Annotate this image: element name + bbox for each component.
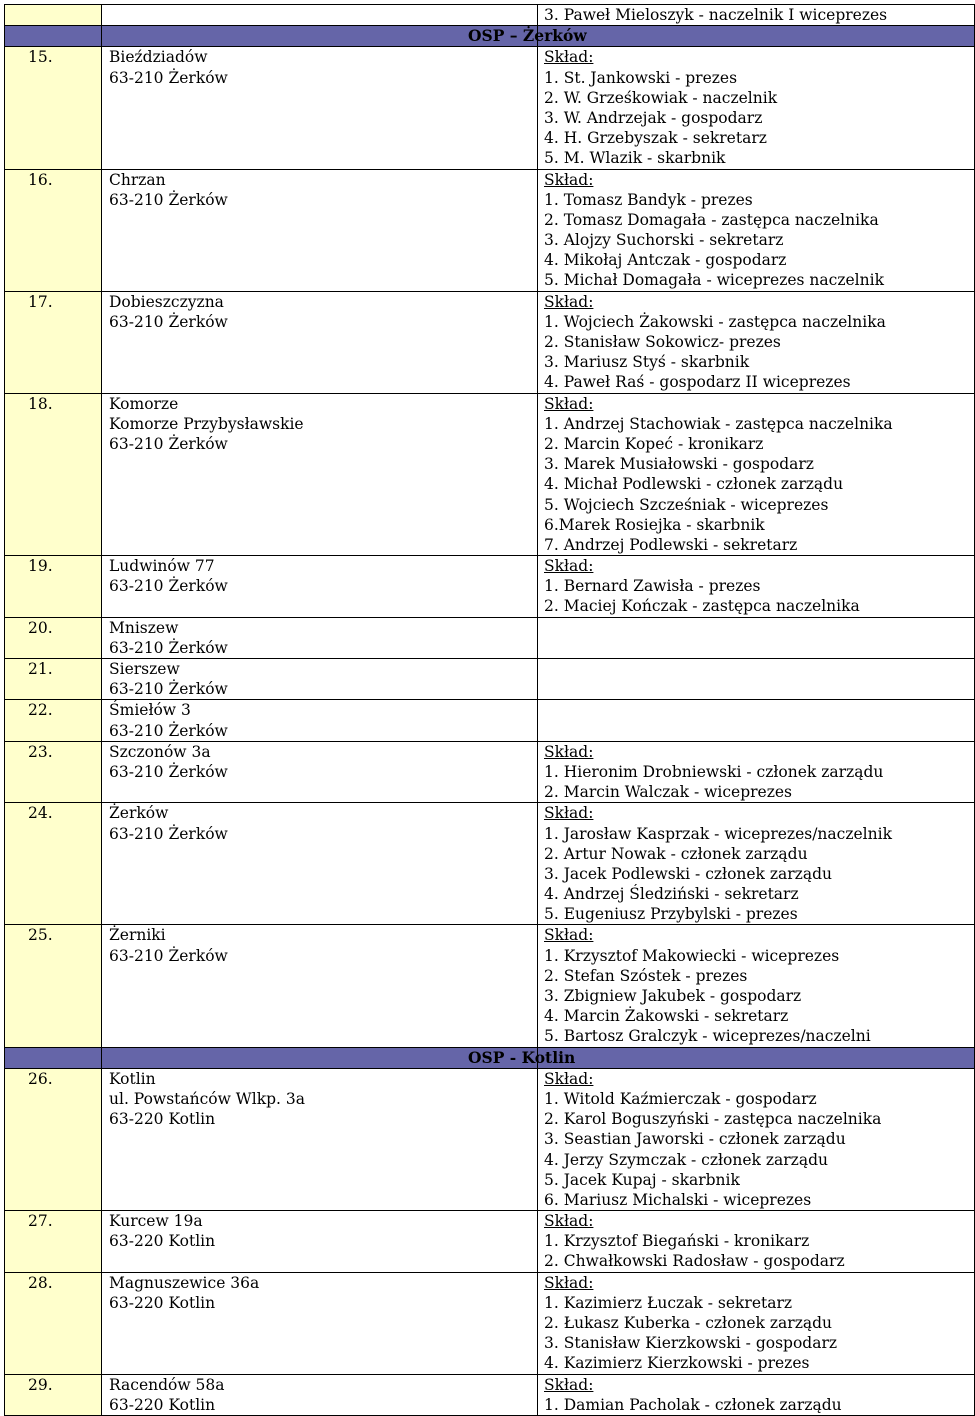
member-line: 3. Zbigniew Jakubek - gospodarz xyxy=(544,987,802,1006)
address-line: 63-210 Żerków xyxy=(109,312,228,331)
place-address xyxy=(102,700,538,741)
address-line: 63-210 Żerków xyxy=(109,824,228,843)
members-cell xyxy=(538,5,975,26)
member-line: 1. Kazimierz Łuczak - sekretarz xyxy=(544,1293,793,1312)
section-header xyxy=(468,1047,975,1068)
sklad-label xyxy=(544,1375,974,1395)
members-cell xyxy=(538,617,975,658)
address-line: Mniszew xyxy=(109,618,179,637)
member-line: 7. Andrzej Podlewski - sekretarz xyxy=(544,535,798,554)
member-line: 4. Michał Podlewski - członek zarządu xyxy=(544,475,844,494)
section-header-row xyxy=(5,26,975,47)
row-number: 26. xyxy=(5,1068,102,1210)
members-cell xyxy=(538,803,975,925)
member-line: 6.Marek Rosiejka - skarbnik xyxy=(544,515,765,534)
place-address xyxy=(102,925,538,1047)
place-address xyxy=(102,659,538,700)
row-number: 29. xyxy=(5,1374,102,1415)
address-line: Racendów 58a xyxy=(109,1375,225,1394)
section-header-label: OSP – Żerków xyxy=(468,26,587,46)
member-line: 2. Maciej Kończak - zastępca naczelnika xyxy=(544,597,860,616)
sklad-text: Skład: xyxy=(544,394,594,413)
row-number: 23. xyxy=(5,741,102,803)
address-line: 63-210 Żerków xyxy=(109,680,228,699)
table-row xyxy=(5,1374,975,1415)
place-address xyxy=(102,1211,538,1273)
table-row xyxy=(5,291,975,393)
sklad-label xyxy=(544,394,974,414)
table-row xyxy=(5,1272,975,1374)
row-number: 20. xyxy=(5,617,102,658)
member-line: 3. Mariusz Styś - skarbnik xyxy=(544,353,750,372)
section-header xyxy=(468,26,975,47)
sklad-label xyxy=(544,292,974,312)
address-line: Komorze xyxy=(109,394,179,413)
address-line: 63-220 Kotlin xyxy=(109,1293,216,1312)
address-line: 63-210 Żerków xyxy=(109,190,228,209)
sklad-text: Skład: xyxy=(544,1212,594,1231)
member-line: 1. Krzysztof Makowiecki - wiceprezes xyxy=(544,946,840,965)
place-address xyxy=(102,803,538,925)
sklad-text: Skład: xyxy=(544,804,594,823)
member-line: 3. Jacek Podlewski - członek zarządu xyxy=(544,864,832,883)
member-line: 1. Hieronim Drobniewski - członek zarządu xyxy=(544,762,884,781)
member-line: 3. Stanisław Kierzkowski - gospodarz xyxy=(544,1334,838,1353)
member-line: 2. Stefan Szóstek - prezes xyxy=(544,966,748,985)
member-line: 2. Artur Nowak - członek zarządu xyxy=(544,844,808,863)
row-number: 15. xyxy=(5,47,102,169)
member-line: 1. Krzysztof Biegański - kronikarz xyxy=(544,1232,810,1251)
address-line: Komorze Przybysławskie xyxy=(109,414,304,433)
member-line: 1. Wojciech Żakowski - zastępca naczelnika xyxy=(544,312,886,331)
members-cell xyxy=(538,925,975,1047)
table-row xyxy=(5,803,975,925)
address-line: Szczonów 3a xyxy=(109,742,211,761)
row-number: 18. xyxy=(5,393,102,556)
address-line: 63-210 Żerków xyxy=(109,434,228,453)
place-address xyxy=(102,617,538,658)
member-line: 4. Mikołaj Antczak - gospodarz xyxy=(544,251,787,270)
table-row xyxy=(5,617,975,658)
address-line: ul. Powstańców Wlkp. 3a xyxy=(109,1089,305,1108)
address-line: Żerków xyxy=(109,804,169,823)
member-line: 1. Jarosław Kasprzak - wiceprezes/naczelnik xyxy=(544,824,892,843)
header-num-cell xyxy=(5,1047,102,1068)
member-line: 2. Stanisław Sokowicz- prezes xyxy=(544,333,781,352)
row-number: 16. xyxy=(5,169,102,291)
row-number: 28. xyxy=(5,1272,102,1374)
member-line: 5. Jacek Kupaj - skarbnik xyxy=(544,1170,740,1189)
members-cell xyxy=(538,393,975,556)
row-number: 21. xyxy=(5,659,102,700)
members-cell xyxy=(538,741,975,803)
row-number: 25. xyxy=(5,925,102,1047)
address-line: Sierszew xyxy=(109,660,180,679)
members-cell xyxy=(538,291,975,393)
place-address xyxy=(102,5,538,26)
place-address xyxy=(102,1068,538,1210)
row-number xyxy=(5,5,102,26)
address-line: Ludwinów 77 xyxy=(109,557,215,576)
sklad-label xyxy=(544,1273,974,1293)
member-line: 2. Tomasz Domagała - zastępca naczelnika xyxy=(544,210,879,229)
address-line: Śmiełów 3 xyxy=(109,701,191,720)
address-line: 63-220 Kotlin xyxy=(109,1395,216,1414)
place-address xyxy=(102,556,538,618)
address-line: 63-210 Żerków xyxy=(109,721,228,740)
member-line: 4. Paweł Raś - gospodarz II wiceprezes xyxy=(544,373,851,392)
members-cell xyxy=(538,1211,975,1273)
sklad-text: Skład: xyxy=(544,557,594,576)
table-row xyxy=(5,5,975,26)
address-line: Chrzan xyxy=(109,170,166,189)
address-line: 63-210 Żerków xyxy=(109,577,228,596)
place-address xyxy=(102,741,538,803)
fire-brigade-table xyxy=(4,4,975,1416)
members-cell xyxy=(538,556,975,618)
address-line: Bieździadów xyxy=(109,48,208,67)
sklad-text: Skład: xyxy=(544,1273,594,1292)
sklad-text: Skład: xyxy=(544,926,594,945)
member-line: 1. Damian Pacholak - członek zarządu xyxy=(544,1395,842,1414)
sklad-label xyxy=(544,925,974,945)
table-row xyxy=(5,556,975,618)
address-line: Kurcew 19a xyxy=(109,1212,203,1231)
address-line: Żerniki xyxy=(109,926,166,945)
sklad-label xyxy=(544,47,974,67)
member-line: 5. Bartosz Gralczyk - wiceprezes/naczelni xyxy=(544,1027,871,1046)
sklad-text: Skład: xyxy=(544,1375,594,1394)
sklad-text: Skład: xyxy=(544,742,594,761)
member-line: 3. Marek Musiałowski - gospodarz xyxy=(544,455,814,474)
member-line: 2. Marcin Kopeć - kronikarz xyxy=(544,434,764,453)
table-row xyxy=(5,925,975,1047)
member-line: 5. M. Wlazik - skarbnik xyxy=(544,149,726,168)
sklad-label xyxy=(544,742,974,762)
table-row xyxy=(5,659,975,700)
table-row xyxy=(5,1068,975,1210)
sklad-text: Skład: xyxy=(544,170,594,189)
member-line: 3. W. Andrzejak - gospodarz xyxy=(544,108,763,127)
row-number: 22. xyxy=(5,700,102,741)
member-line: 2. Marcin Walczak - wiceprezes xyxy=(544,783,793,802)
table-row xyxy=(5,700,975,741)
table-row xyxy=(5,47,975,169)
member-line: 1. Bernard Zawisła - prezes xyxy=(544,577,761,596)
member-line: 1. St. Jankowski - prezes xyxy=(544,68,738,87)
member-line: 2. Chwałkowski Radosław - gospodarz xyxy=(544,1252,845,1271)
sklad-text: Skład: xyxy=(544,292,594,311)
members-cell xyxy=(538,1068,975,1210)
table-row xyxy=(5,169,975,291)
address-line: Dobieszczyzna xyxy=(109,292,224,311)
section-header-row xyxy=(5,1047,975,1068)
place-address xyxy=(102,47,538,169)
address-line: Magnuszewice 36a xyxy=(109,1273,260,1292)
table-row xyxy=(5,741,975,803)
place-address xyxy=(102,393,538,556)
row-number: 19. xyxy=(5,556,102,618)
sklad-label xyxy=(544,1069,974,1089)
member-line: 5. Wojciech Szcześniak - wiceprezes xyxy=(544,495,829,514)
member-line: 1. Andrzej Stachowiak - zastępca naczelnika xyxy=(544,414,893,433)
member-line: 3. Seastian Jaworski - członek zarządu xyxy=(544,1130,846,1149)
members-cell xyxy=(538,169,975,291)
members-cell xyxy=(538,700,975,741)
member-line: 6. Mariusz Michalski - wiceprezes xyxy=(544,1190,812,1209)
member-line: 5. Eugeniusz Przybylski - prezes xyxy=(544,905,798,924)
member-line: 1. Tomasz Bandyk - prezes xyxy=(544,190,753,209)
members-cell xyxy=(538,1272,975,1374)
place-address xyxy=(102,169,538,291)
members-cell xyxy=(538,659,975,700)
row-number: 17. xyxy=(5,291,102,393)
member-line: 2. Karol Boguszyński - zastępca naczelnika xyxy=(544,1110,882,1129)
place-address xyxy=(102,291,538,393)
table-body xyxy=(5,5,975,1416)
member-line: 3. Alojzy Suchorski - sekretarz xyxy=(544,231,784,250)
sklad-label xyxy=(544,556,974,576)
address-line: 63-220 Kotlin xyxy=(109,1232,216,1251)
sklad-label xyxy=(544,170,974,190)
members-cell xyxy=(538,47,975,169)
member-line: 2. W. Grześkowiak - naczelnik xyxy=(544,88,778,107)
members-cell xyxy=(538,1374,975,1415)
address-line: Kotlin xyxy=(109,1069,156,1088)
address-line: 63-210 Żerków xyxy=(109,638,228,657)
member-line: 1. Witold Kaźmierczak - gospodarz xyxy=(544,1089,817,1108)
address-line: 63-210 Żerków xyxy=(109,762,228,781)
address-line: 63-210 Żerków xyxy=(109,68,228,87)
row-number: 24. xyxy=(5,803,102,925)
sklad-label xyxy=(544,1211,974,1231)
member-line: 4. Kazimierz Kierzkowski - prezes xyxy=(544,1354,810,1373)
member-line: 4. Jerzy Szymczak - członek zarządu xyxy=(544,1150,828,1169)
table-row xyxy=(5,393,975,556)
section-header-label: OSP - Kotlin xyxy=(468,1047,576,1067)
sklad-text: Skład: xyxy=(544,1069,594,1088)
header-num-cell xyxy=(5,26,102,47)
member-line: 2. Łukasz Kuberka - członek zarządu xyxy=(544,1314,833,1333)
place-address xyxy=(102,1374,538,1415)
place-address xyxy=(102,1272,538,1374)
sklad-label xyxy=(544,803,974,823)
member-line: 4. Marcin Żakowski - sekretarz xyxy=(544,1007,789,1026)
member-line: 3. Paweł Mieloszyk - naczelnik I wiceprezes xyxy=(544,6,888,24)
member-line: 4. Andrzej Śledziński - sekretarz xyxy=(544,885,799,904)
address-line: 63-220 Kotlin xyxy=(109,1110,216,1129)
row-number: 27. xyxy=(5,1211,102,1273)
member-line: 5. Michał Domagała - wiceprezes naczelnik xyxy=(544,271,884,290)
sklad-text: Skład: xyxy=(544,48,594,67)
member-line: 4. H. Grzebyszak - sekretarz xyxy=(544,129,767,148)
table-row xyxy=(5,1211,975,1273)
address-line: 63-210 Żerków xyxy=(109,946,228,965)
